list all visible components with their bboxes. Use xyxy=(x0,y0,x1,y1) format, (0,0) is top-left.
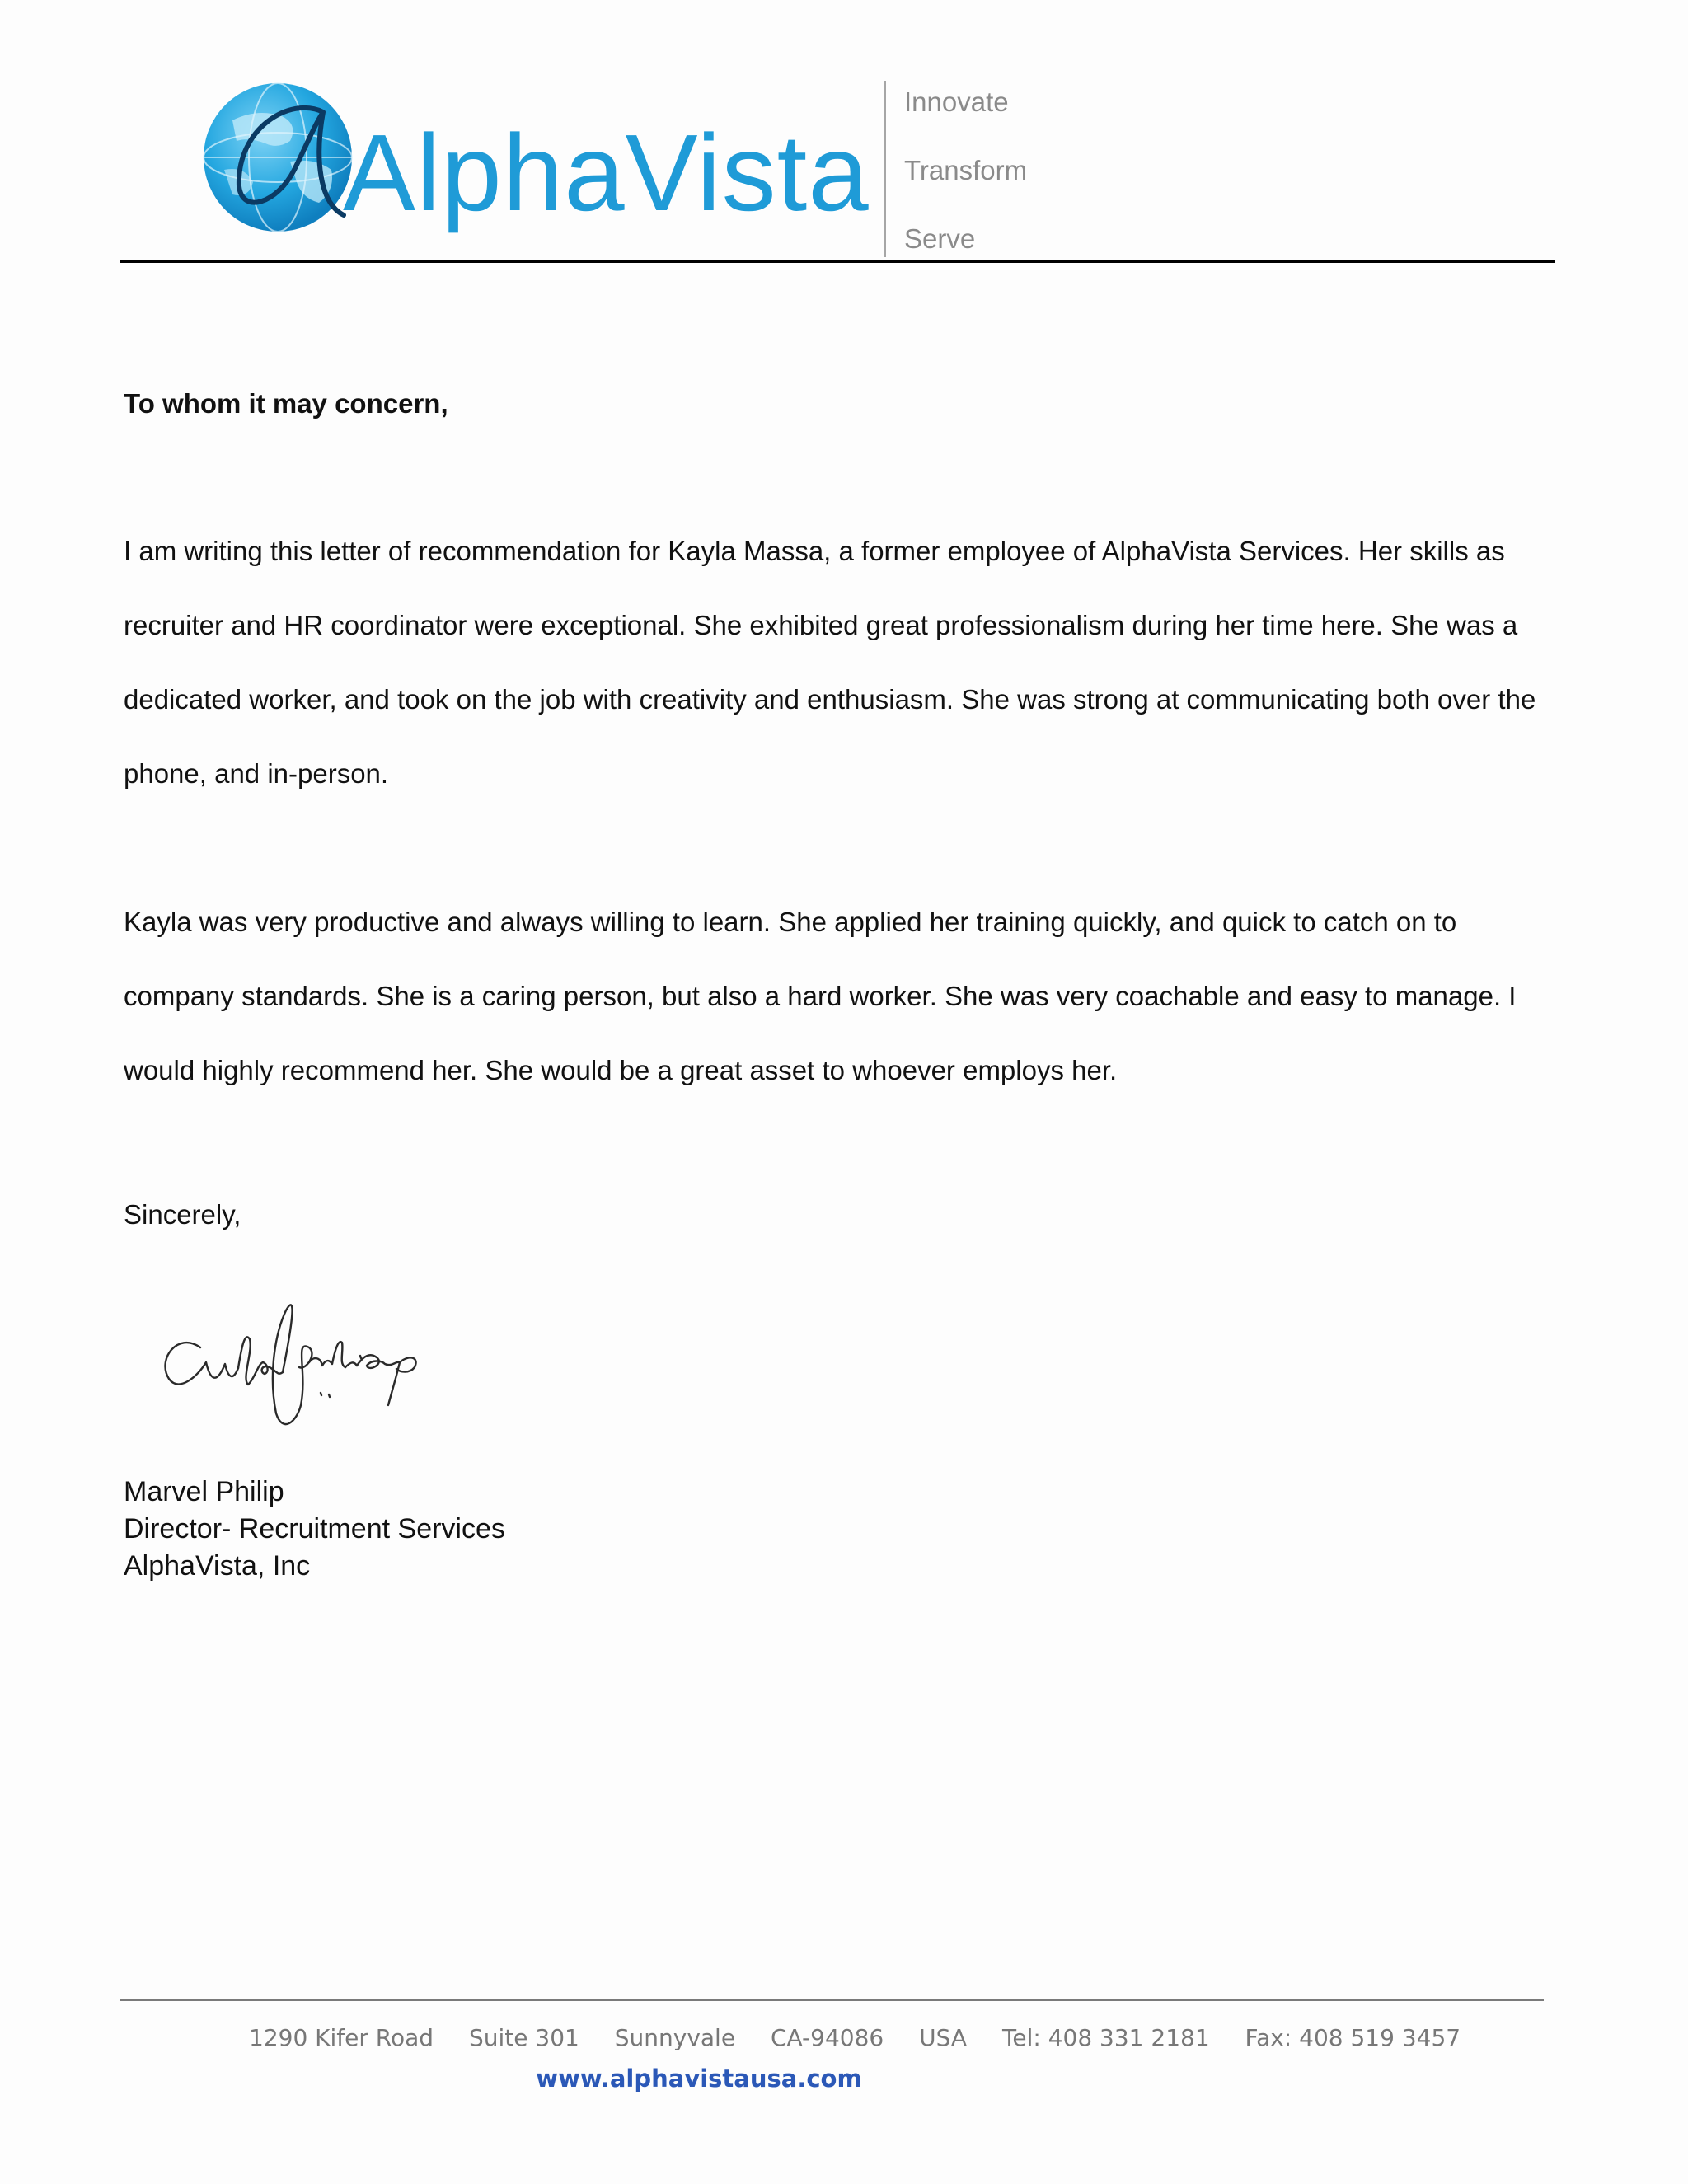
header-rule xyxy=(120,260,1555,263)
company-logo-wordmark: AlphaVista xyxy=(343,112,870,233)
signatory-name: Marvel Philip xyxy=(124,1476,284,1507)
globe-alpha-logo-icon xyxy=(199,79,356,236)
signatory-title: Director- Recruitment Services xyxy=(124,1513,505,1544)
footer-phone: Tel: 408 331 2181 xyxy=(1002,2024,1210,2051)
website-link[interactable]: www.alphavistausa.com xyxy=(536,2064,862,2093)
handwritten-signature xyxy=(152,1282,449,1438)
footer-suite: Suite 301 xyxy=(468,2024,579,2051)
footer-address xyxy=(249,2023,1461,2053)
paragraph-1: I am writing this letter of recommendation for Kayla Massa, a former employee of AlphaVista Services. Her skills as recruiter and HR coordinator were exceptional. She exhibited great professionalism during her time here. She was a dedicated worker, and took on the job with creativity and enthusiasm. She was strong at communicating both over the phone, and in-person. xyxy=(124,536,1536,789)
footer-fax: Fax: 408 519 3457 xyxy=(1245,2024,1461,2051)
header-divider xyxy=(884,81,886,257)
footer-city: Sunnyvale xyxy=(614,2024,736,2051)
tagline-transform: Transform xyxy=(904,155,1028,185)
tagline-serve: Serve xyxy=(904,223,976,254)
paragraph-2: Kayla was very productive and always willing to learn. She applied her training quickly, and quick to catch on to company standards. She is a caring person, but also a hard worker. She was very coachable and easy to manage. I would highly recommend her. She would be a great asset to whoever employs her. xyxy=(124,907,1517,1085)
footer-state-zip: CA-94086 xyxy=(770,2024,884,2051)
footer-country: USA xyxy=(919,2024,968,2051)
footer-street: 1290 Kifer Road xyxy=(249,2024,434,2051)
salutation: To whom it may concern, xyxy=(124,388,448,419)
closing: Sincerely, xyxy=(124,1199,241,1230)
website-link-row xyxy=(0,2064,1688,2093)
footer-rule xyxy=(120,1999,1544,2001)
tagline-innovate: Innovate xyxy=(904,87,1009,117)
signatory-block xyxy=(124,1474,505,1585)
signatory-company: AlphaVista, Inc xyxy=(124,1550,311,1582)
